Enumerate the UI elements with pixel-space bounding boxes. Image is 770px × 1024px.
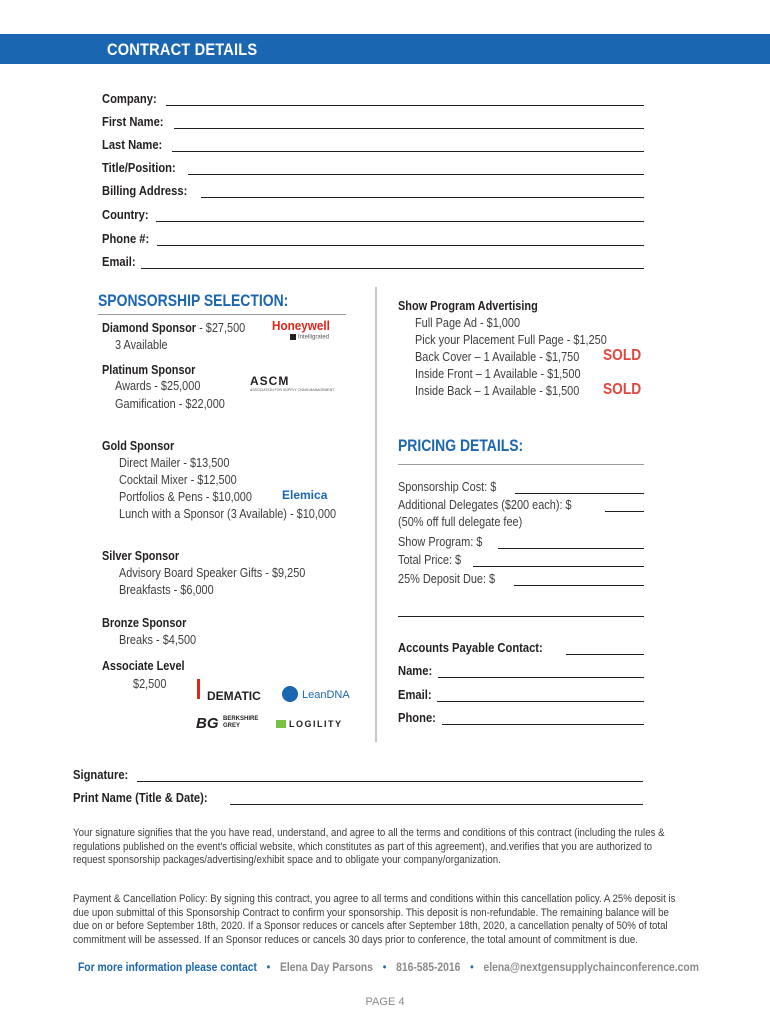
field-label: Print Name (Title & Date): xyxy=(73,790,208,805)
contact-name: Elena Day Parsons xyxy=(280,960,373,974)
field-label: Name: xyxy=(398,663,433,678)
field-label: First Name: xyxy=(102,114,164,129)
bronze-item[interactable]: Breaks - $4,500 xyxy=(119,632,197,647)
last-name-field[interactable] xyxy=(102,134,644,152)
field-label: Sponsorship Cost: $ xyxy=(398,479,497,494)
leandna-logo: LeanDNA xyxy=(302,689,350,701)
agreement-text: Your signature signifies that the you have read, understand, and agree to all the terms and conditions of this contract (including the rules & regulations published on the event's official website, which constitutes as part of this agreement), and.verifies that you are authorized to request sponsorship packages/advertising/exhibit space and to obligate your company/organization. xyxy=(73,827,665,866)
divider xyxy=(398,464,644,465)
cancellation-policy-text: Payment & Cancellation Policy: By signing this contract, you agree to all terms and conditions within this cancellation policy. A 25% deposit is due upon submittal of this Sponsorship Contract to confirm your sponsorship. This deposit is non-refundable. The remaining balance will be due on or before September 18th, 2020. If a Sponsor reduces or cancels after September 18th, 2020, a cancellation penalty of 50% of total commitment will be assessed. If an Sponsor reduces or cancels 30 days prior to conference, the total amount of commitment is due. xyxy=(73,893,676,946)
contact-phone[interactable]: 816-585-2016 xyxy=(396,960,461,974)
field-label: Show Program: $ xyxy=(398,534,483,549)
first-name-field[interactable] xyxy=(102,111,644,129)
logility-logo: LOGILITY xyxy=(289,719,343,729)
country-field[interactable] xyxy=(102,204,644,222)
program-item[interactable]: Pick your Placement Full Page - $1,250 xyxy=(415,332,607,347)
berkshire-grey-mark: BG xyxy=(196,715,219,732)
phone-field[interactable] xyxy=(102,228,644,246)
intelligrated-logo: Intelligrated xyxy=(290,334,329,341)
divider xyxy=(398,616,644,617)
field-label: Title/Position: xyxy=(102,160,176,175)
silver-item[interactable]: Breakfasts - $6,000 xyxy=(119,582,214,597)
associate-price: $2,500 xyxy=(133,676,167,691)
bullet: • xyxy=(382,960,387,974)
company-field[interactable] xyxy=(102,88,644,106)
field-label: Company: xyxy=(102,91,157,106)
diamond-note: 3 Available xyxy=(115,337,168,352)
field-label: Last Name: xyxy=(102,137,163,152)
deposit-due-field[interactable] xyxy=(398,568,644,586)
delegate-discount-note: (50% off full delegate fee) xyxy=(398,514,523,529)
contact-email[interactable]: elena@nextgensupplychainconference.com xyxy=(483,960,699,974)
program-item[interactable]: Inside Front – 1 Available - $1,500 xyxy=(415,366,581,381)
dematic-mark xyxy=(197,679,200,699)
field-label: Additional Delegates ($200 each): $ xyxy=(398,497,572,512)
silver-sponsor-option[interactable]: Silver Sponsor xyxy=(102,548,180,563)
field-label: Signature: xyxy=(73,767,129,782)
bronze-sponsor-option[interactable]: Bronze Sponsor xyxy=(102,615,187,630)
bullet: • xyxy=(470,960,474,974)
pricing-details-title: PRICING DETAILS: xyxy=(398,436,524,455)
page-number: PAGE 4 xyxy=(365,996,405,1008)
platinum-item[interactable]: Awards - $25,000 xyxy=(115,378,201,393)
field-label: Total Price: $ xyxy=(398,552,462,567)
bullet: • xyxy=(266,960,271,974)
field-label: Email: xyxy=(398,687,432,702)
gold-item[interactable]: Cocktail Mixer - $12,500 xyxy=(119,472,237,487)
show-program-field[interactable] xyxy=(398,531,644,549)
sponsorship-selection-title: SPONSORSHIP SELECTION: xyxy=(98,291,289,310)
ascm-subtitle: ASSOCIATION FOR SUPPLY CHAIN MANAGEMENT xyxy=(250,388,335,392)
gold-item[interactable]: Lunch with a Sponsor (3 Available) - $10,000 xyxy=(119,506,337,521)
platinum-item[interactable]: Gamification - $22,000 xyxy=(115,396,225,411)
field-label: 25% Deposit Due: $ xyxy=(398,571,496,586)
ap-phone-field[interactable] xyxy=(398,707,644,725)
print-name-field[interactable] xyxy=(73,787,643,805)
sold-badge: SOLD xyxy=(603,347,642,364)
billing-address-field[interactable] xyxy=(102,180,644,198)
ascm-logo: ASCM xyxy=(250,374,290,388)
diamond-label: Diamond Sponsor xyxy=(102,320,197,335)
diamond-price: - $27,500 xyxy=(196,320,246,335)
berkshire-grey-logo: BERKSHIRE GREY xyxy=(223,716,259,729)
leandna-icon xyxy=(282,686,298,702)
field-label: Phone: xyxy=(398,710,436,725)
field-label: Billing Address: xyxy=(102,183,188,198)
elemica-logo: Elemica xyxy=(282,488,328,502)
contact-footer xyxy=(78,960,699,974)
accounts-payable-contact-field[interactable] xyxy=(398,637,644,655)
dematic-logo: DEMATIC xyxy=(207,689,261,703)
gold-item[interactable]: Portfolios & Pens - $10,000 xyxy=(119,489,252,504)
signature-field[interactable] xyxy=(73,764,643,782)
field-label: Accounts Payable Contact: xyxy=(398,640,543,655)
diamond-sponsor-option[interactable] xyxy=(102,320,245,335)
footer-lead: For more information please contact xyxy=(78,960,257,974)
title-position-field[interactable] xyxy=(102,157,644,175)
program-item[interactable]: Full Page Ad - $1,000 xyxy=(415,315,521,330)
ap-name-field[interactable] xyxy=(398,660,644,678)
associate-level-option[interactable]: Associate Level xyxy=(102,658,185,673)
platinum-sponsor-option[interactable]: Platinum Sponsor xyxy=(102,362,196,377)
sponsorship-cost-field[interactable] xyxy=(398,476,644,494)
silver-item[interactable]: Advisory Board Speaker Gifts - $9,250 xyxy=(119,565,306,580)
program-item[interactable]: Back Cover – 1 Available - $1,750 xyxy=(415,349,580,364)
email-field[interactable] xyxy=(102,251,644,269)
field-label: Country: xyxy=(102,207,149,222)
additional-delegates-field[interactable] xyxy=(398,494,644,512)
honeywell-logo: Honeywell xyxy=(272,318,330,333)
field-label: Email: xyxy=(102,254,136,269)
field-label: Phone #: xyxy=(102,231,150,246)
section-title-contract-details: CONTRACT DETAILS xyxy=(107,40,258,59)
total-price-field[interactable] xyxy=(398,549,644,567)
sold-badge: SOLD xyxy=(603,381,642,398)
logility-mark xyxy=(276,720,286,728)
divider xyxy=(98,314,346,315)
gold-item[interactable]: Direct Mailer - $13,500 xyxy=(119,455,230,470)
ap-email-field[interactable] xyxy=(398,684,644,702)
show-program-title: Show Program Advertising xyxy=(398,298,538,313)
gold-sponsor-option[interactable]: Gold Sponsor xyxy=(102,438,175,453)
program-item[interactable]: Inside Back – 1 Available - $1,500 xyxy=(415,383,580,398)
column-divider xyxy=(375,287,377,742)
